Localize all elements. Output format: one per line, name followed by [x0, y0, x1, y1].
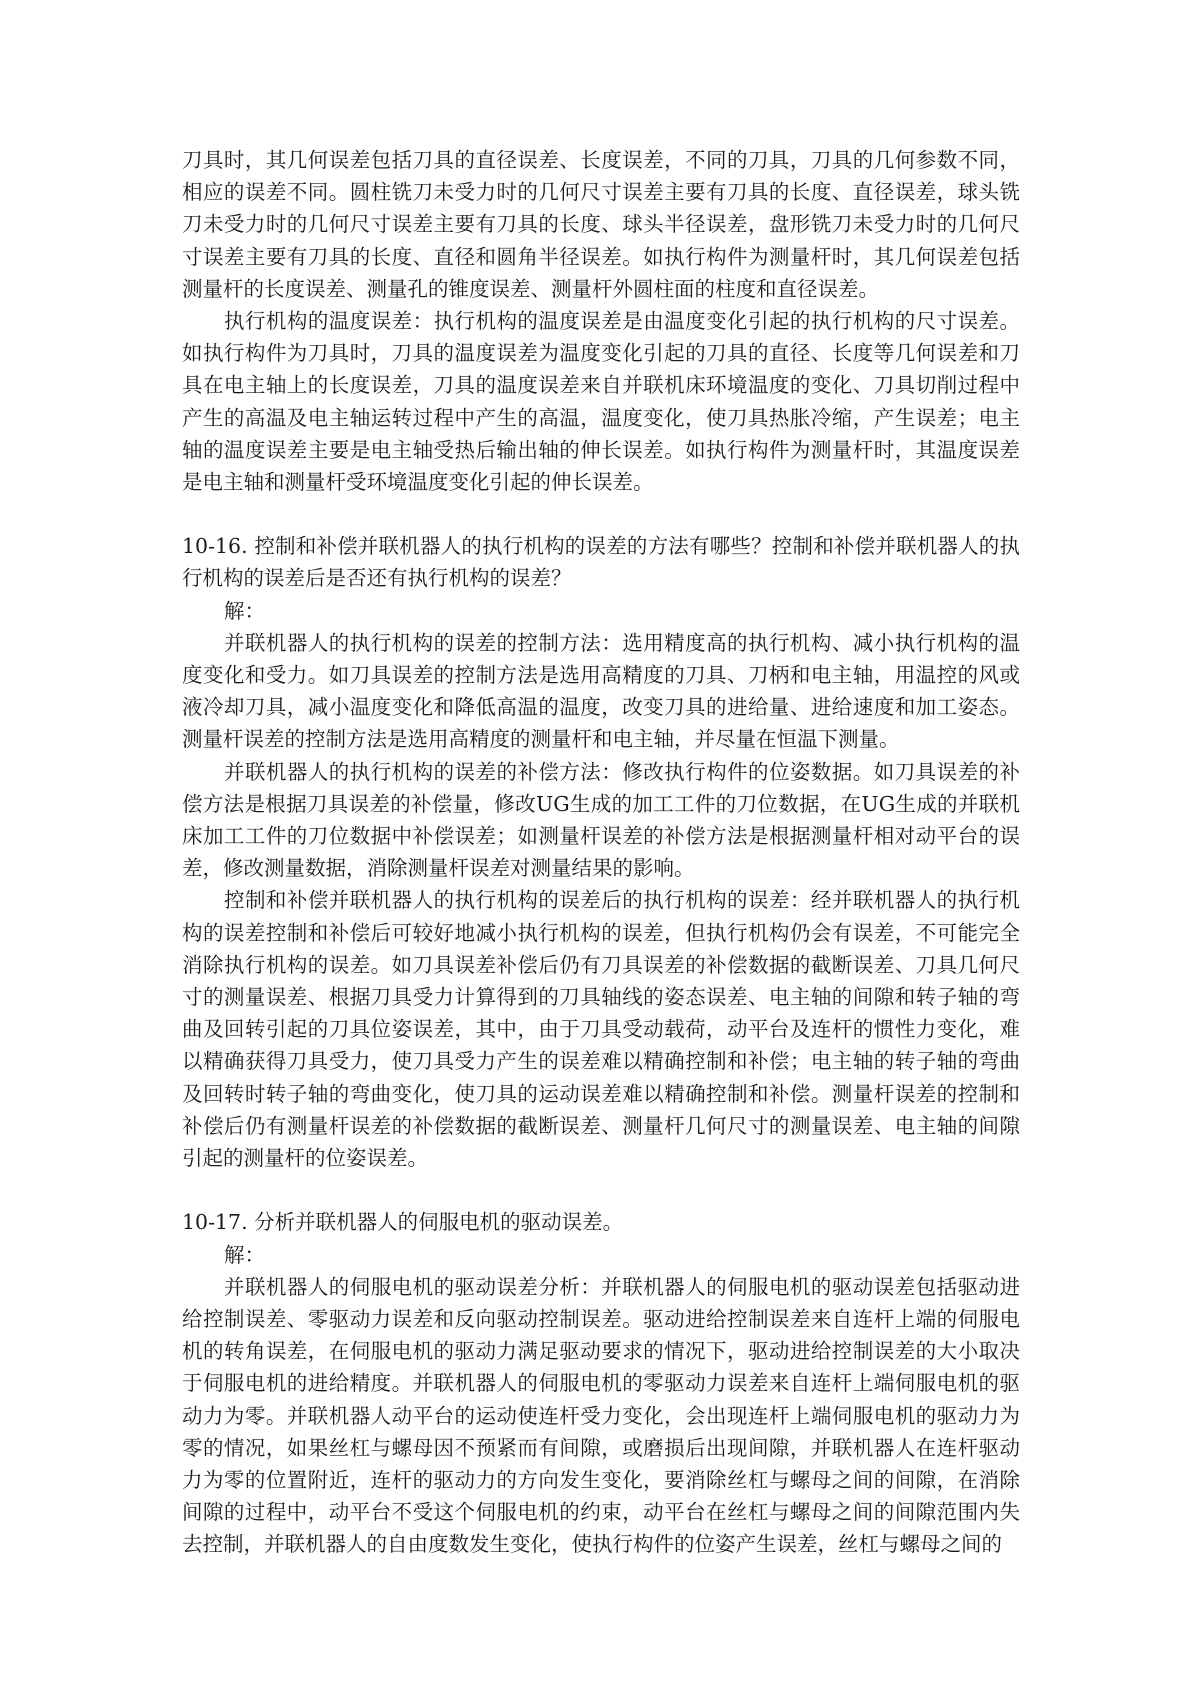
document-body [182, 144, 1020, 1561]
paragraph-servo-drive-error: 并联机器人的伺服电机的驱动误差分析：并联机器人的伺服电机的驱动误差包括驱动进给控制误差、零驱动力误差和反向驱动控制误差。驱动进给控制误差来自连杆上端的伺服电机的转角误差，在伺服电机的驱动力满足驱动要求的情况下，驱动进给控制误差的大小取决于伺服电机的进给精度。并联机器人的伺服电机的零驱动力误差来自连杆上端伺服电机的驱动力为零。并联机器人动平台的运动使连杆受力变化，会出现连杆上端伺服电机的驱动力为零的情况，如果丝杠与螺母因不预紧而有间隙，或磨损后出现间隙，并联机器人在连杆驱动力为零的位置附近，连杆的驱动力的方向发生变化，要消除丝杠与螺母之间的间隙，在消除间隙的过程中，动平台不受这个伺服电机的约束，动平台在丝杠与螺母之间的间隙范围内失去控制，并联机器人的自由度数发生变化，使执行构件的位姿产生误差，丝杠与螺母之间的 [182, 1274, 1020, 1557]
answer-label: 解： [224, 598, 265, 623]
question-10-16: 10-16. 控制和补偿并联机器人的执行机构的误差的方法有哪些？控制和补偿并联机器人的执行机构的误差后是否还有执行机构的误差？ [182, 534, 1020, 591]
paragraph-temperature-error: 执行机构的温度误差：执行机构的温度误差是由温度变化引起的执行机构的尺寸误差。如执行构件为刀具时，刀具的温度误差为温度变化引起的刀具的直径、长度等几何误差和刀具在电主轴上的长度误差，刀具的温度误差来自并联机床环境温度的变化、刀具切削过程中产生的高温及电主轴运转过程中产生的高温，温度变化，使刀具热胀冷缩，产生误差；电主轴的温度误差主要是电主轴受热后输出轴的伸长误差。如执行构件为测量杆时，其温度误差是电主轴和测量杆受环境温度变化引起的伸长误差。 [182, 309, 1020, 495]
paragraph-control-method: 并联机器人的执行机构的误差的控制方法：选用精度高的执行机构、减小执行机构的温度变化和受力。如刀具误差的控制方法是选用高精度的刀具、刀柄和电主轴，用温控的风或液冷却刀具，减小温度变化和降低高温的温度，改变刀具的进给量、进给速度和加工姿态。测量杆误差的控制方法是选用高精度的测量杆和电主轴，并尽量在恒温下测量。 [182, 630, 1020, 752]
question-10-17: 10-17. 分析并联机器人的伺服电机的驱动误差。 [182, 1210, 624, 1235]
paragraph-continuation: 刀具时，其几何误差包括刀具的直径误差、长度误差，不同的刀具，刀具的几何参数不同，相应的误差不同。圆柱铣刀未受力时的几何尺寸误差主要有刀具的长度、直径误差，球头铣刀未受力时的几何尺寸误差主要有刀具的长度、球头半径误差，盘形铣刀未受力时的几何尺寸误差主要有刀具的长度、直径和圆角半径误差。如执行构件为测量杆时，其几何误差包括测量杆的长度误差、测量孔的锥度误差、测量杆外圆柱面的柱度和直径误差。 [182, 148, 1020, 301]
answer-label: 解： [224, 1242, 265, 1267]
paragraph-residual-error: 控制和补偿并联机器人的执行机构的误差后的执行机构的误差：经并联机器人的执行机构的误差控制和补偿后可较好地减小执行机构的误差，但执行机构仍会有误差，不可能完全消除执行机构的误差。如刀具误差补偿后仍有刀具误差的补偿数据的截断误差、刀具几何尺寸的测量误差、根据刀具受力计算得到的刀具轴线的姿态误差、电主轴的间隙和转子轴的弯曲及回转引起的刀具位姿误差，其中，由于刀具受动载荷，动平台及连杆的惯性力变化，难以精确获得刀具受力，使刀具受力产生的误差难以精确控制和补偿；电主轴的转子轴的弯曲及回转时转子轴的弯曲变化，使刀具的运动误差难以精确控制和补偿。测量杆误差的控制和补偿后仍有测量杆误差的补偿数据的截断误差、测量杆几何尺寸的测量误差、电主轴的间隙引起的测量杆的位姿误差。 [182, 888, 1020, 1171]
paragraph-compensation-method: 并联机器人的执行机构的误差的补偿方法：修改执行构件的位姿数据。如刀具误差的补偿方法是根据刀具误差的补偿量，修改UG生成的加工工件的刀位数据，在UG生成的并联机床加工工件的刀位数据中补偿误差；如测量杆误差的补偿方法是根据测量杆相对动平台的误差，修改测量数据，消除测量杆误差对测量结果的影响。 [182, 759, 1020, 881]
